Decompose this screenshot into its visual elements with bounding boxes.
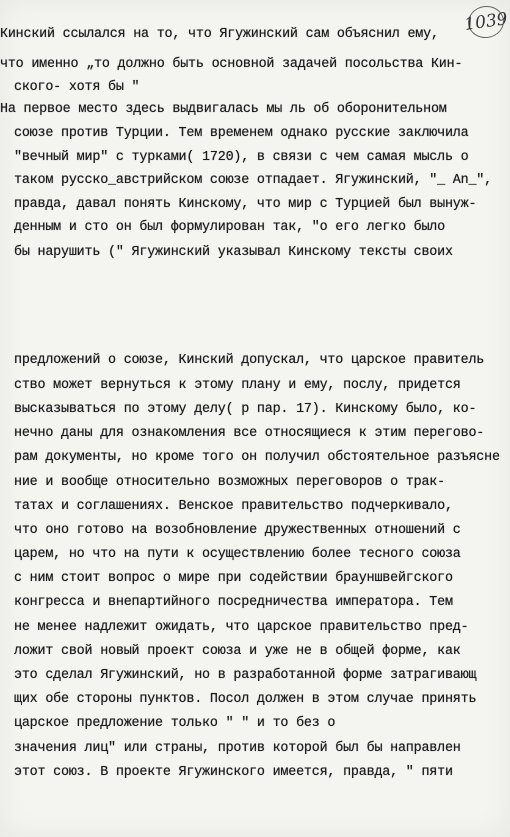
text-line: ство может вернуться к этому плану и ему, послу, придется — [14, 378, 461, 393]
text-line: ложит свой новый проект союза и уже не в общей форме, как — [14, 644, 461, 659]
text-line: На первое место здесь выдвигалась мы ль об оборонительном — [0, 102, 447, 117]
text-line: царское предложение только " " и то без о — [14, 716, 336, 731]
text-line: бы нарушить (" Ягужинский указывал Кинскому тексты своих — [14, 245, 453, 260]
text-line: ского- хотя бы " — [14, 80, 140, 95]
text-line: значения лиц" или страны, против которой был бы направлен — [14, 741, 461, 756]
text-line: царем, но что на пути к осуществлению более тесного союза — [14, 547, 461, 562]
text-line: союзе против Турции. Тем временем однако русские заключила — [14, 126, 469, 141]
text-line: что именно „то должно быть основной задачей посольства Кин- — [0, 57, 463, 72]
text-line: правда, давал понять Кинскому, что мир с Турцией был вынуж- — [14, 197, 477, 212]
text-line: что оно готово на возобновление дружественных отношений с — [14, 523, 461, 538]
text-line: Кинский ссылался на то, что Ягужинский сам объяснил ему, — [0, 27, 439, 42]
text-line: этот союз. В проекте Ягужинского имеется, правда, " пяти — [14, 765, 453, 780]
text-line: высказываться по этому делу( р пар. 17). Кинскому было, ко- — [14, 402, 477, 417]
text-line: не менее надлежит ожидать, что царское правительство пред- — [14, 620, 469, 635]
folio-number: 1039 — [466, 4, 506, 41]
text-line: нечно даны для ознакомления все относящиеся к этим перегово- — [14, 426, 485, 441]
text-line: рам документы, но кроме того он получил обстоятельное разъясне — [14, 450, 500, 465]
text-line: татах и соглашениях. Венское правительство подчеркивало, — [14, 499, 453, 514]
text-line: ние и вообще относительно возможных переговоров о трак- — [14, 475, 445, 490]
text-line: "вечный мир" с турками( 1720), в связи с чем самая мысль о — [14, 150, 469, 165]
text-line: таком русско_австрийском союзе отпадает. Ягужинский, "_ Аn_", — [14, 173, 492, 188]
text-line: конгресса и внепартийного посредничества императора. Тем — [14, 595, 453, 610]
text-line: предложений о союзе, Кинский допускал, что царское правитель — [14, 353, 485, 368]
text-line: это сделал Ягужинский, но в разработанной форме затрагивающ — [14, 668, 477, 683]
text-line: с ним стоит вопрос о мире при содействии брауншвейгского — [14, 571, 453, 586]
text-line: денным и сто он был формулирован так, "о его легко было — [14, 220, 445, 235]
text-line: щих обе стороны пунктов. Посол должен в этом случае принять — [14, 692, 477, 707]
